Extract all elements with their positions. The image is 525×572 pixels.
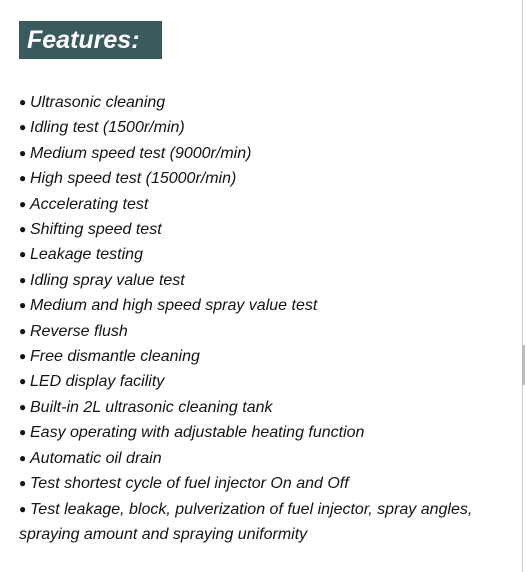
feature-item — [19, 344, 519, 369]
bullet-icon: ● — [19, 95, 27, 109]
bullet-icon: ● — [19, 476, 27, 491]
feature-item — [19, 471, 519, 496]
bullet-icon: ● — [19, 145, 27, 160]
right-edge-line — [522, 0, 523, 572]
feature-text: LED display facility — [30, 373, 165, 391]
feature-text: High speed test (15000r/min) — [30, 170, 237, 188]
feature-item — [19, 217, 519, 242]
bullet-icon: ● — [19, 374, 27, 389]
feature-item — [19, 395, 519, 420]
feature-item — [19, 293, 519, 318]
feature-item — [19, 90, 519, 115]
feature-text: Built-in 2L ultrasonic cleaning tank — [30, 398, 273, 416]
features-list — [19, 90, 519, 547]
feature-text: Accelerating test — [30, 195, 149, 213]
bullet-icon: ● — [19, 450, 27, 465]
bullet-icon: ● — [19, 272, 27, 287]
feature-item — [19, 420, 519, 445]
features-heading: Features: — [19, 21, 162, 59]
feature-text: Test leakage, block, pulverization of fuel injector, spray angles, spraying amount and spraying uniformity — [19, 500, 473, 543]
feature-item — [19, 242, 519, 267]
bullet-icon: ● — [19, 399, 27, 414]
feature-item — [19, 446, 519, 471]
bullet-icon: ● — [19, 425, 27, 440]
bullet-icon: ● — [19, 349, 27, 364]
bullet-icon: ● — [19, 196, 27, 211]
feature-item — [19, 115, 519, 140]
feature-text: Ultrasonic cleaning — [30, 94, 166, 111]
feature-text: Easy operating with adjustable heating function — [30, 424, 365, 442]
feature-text: Automatic oil drain — [30, 449, 162, 467]
feature-item — [19, 192, 519, 217]
feature-text: Idling spray value test — [30, 271, 185, 289]
bullet-icon: ● — [19, 247, 27, 262]
feature-item — [19, 268, 519, 293]
feature-item — [19, 369, 519, 394]
feature-text: Medium and high speed spray value test — [30, 297, 318, 315]
feature-text: Leakage testing — [30, 246, 143, 264]
feature-item — [19, 166, 519, 191]
bullet-icon: ● — [19, 298, 27, 313]
feature-text: Test shortest cycle of fuel injector On and Off — [30, 475, 349, 493]
bullet-icon: ● — [19, 120, 27, 135]
feature-text: Idling test (1500r/min) — [30, 119, 185, 137]
bullet-icon: ● — [19, 171, 27, 186]
feature-item — [19, 141, 519, 166]
bullet-icon: ● — [19, 222, 27, 237]
bullet-icon: ● — [19, 323, 27, 338]
feature-item — [19, 497, 519, 548]
feature-text: Free dismantle cleaning — [30, 348, 200, 366]
feature-item — [19, 319, 519, 344]
bullet-icon: ● — [19, 501, 27, 516]
feature-text: Reverse flush — [30, 322, 128, 340]
feature-text: Medium speed test (9000r/min) — [30, 144, 252, 162]
feature-text: Shifting speed test — [30, 221, 162, 239]
